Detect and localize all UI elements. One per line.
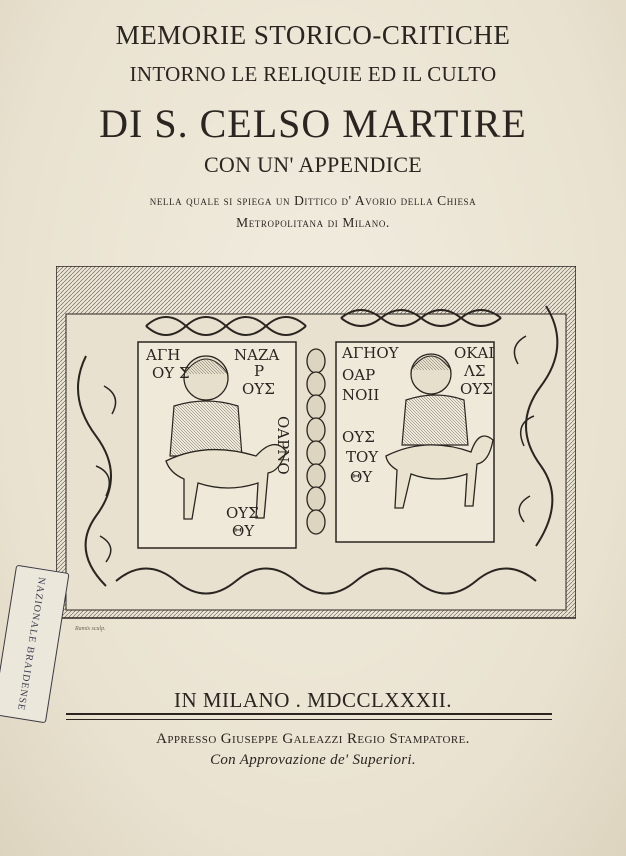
- subtitle-line-1: nella quale si spiega un Dittico d' Avorio della Chiesa: [149, 193, 477, 208]
- right-inscription-8: ΤΟΥ: [346, 448, 379, 466]
- title-line-3: DI S. CELSO MARTIRE: [99, 101, 527, 146]
- left-inscription-2: ΝΑΖΑ: [234, 346, 280, 364]
- title-line-4: CON UN' APPENDICE: [203, 152, 423, 177]
- left-inscription-1: ΑΓΗ: [146, 346, 181, 364]
- right-inscription-7: ΟΥΣ: [342, 428, 375, 446]
- left-inscription-3: Ρ: [254, 362, 265, 380]
- imprint-rule-thin: [66, 719, 552, 720]
- diptych-engraving: [56, 266, 576, 626]
- title-line-1: MEMORIE STORICO-CRITICHE: [115, 20, 511, 50]
- left-inscription-7: ΘΥ: [232, 522, 255, 540]
- right-inscription-2: ΟΚΑΙ: [454, 344, 495, 362]
- left-inscription-5: ΟΥΣ: [242, 380, 275, 398]
- engraver-credit: Ramis sculp.: [75, 626, 106, 632]
- right-inscription-3: ΟΑΡ: [342, 366, 376, 384]
- library-stamp-text: NAZIONALE BRAIDENSE: [14, 576, 48, 712]
- right-inscription-9: ΘΥ: [350, 468, 373, 486]
- title-line-2: INTORNO LE RELIQUIE ED IL CULTO: [129, 62, 497, 86]
- imprint-place-date: IN MILANO . MDCCLXXXII.: [173, 688, 453, 712]
- right-inscription-1: ΑΓΗΟΥ: [342, 344, 399, 362]
- left-inscription-6: ΟΥΣ: [226, 504, 259, 522]
- imprint-rule-thick: [66, 713, 552, 715]
- left-inscription-vertical: ΟΑΡΝΟ: [274, 416, 292, 475]
- subtitle-line-2: Metropolitana di Milano.: [236, 215, 390, 230]
- approval-line: Con Approvazione de' Superiori.: [210, 752, 416, 768]
- right-inscription-6: ΟΥΣ: [460, 380, 493, 398]
- publisher-line: Appresso Giuseppe Galeazzi Regio Stampatore.: [156, 731, 470, 747]
- right-inscription-5: ΝΟΙΙ: [342, 386, 380, 404]
- left-inscription-4: ΟΥ Σ: [152, 364, 190, 382]
- right-inscription-4: ΛΣ: [464, 362, 486, 380]
